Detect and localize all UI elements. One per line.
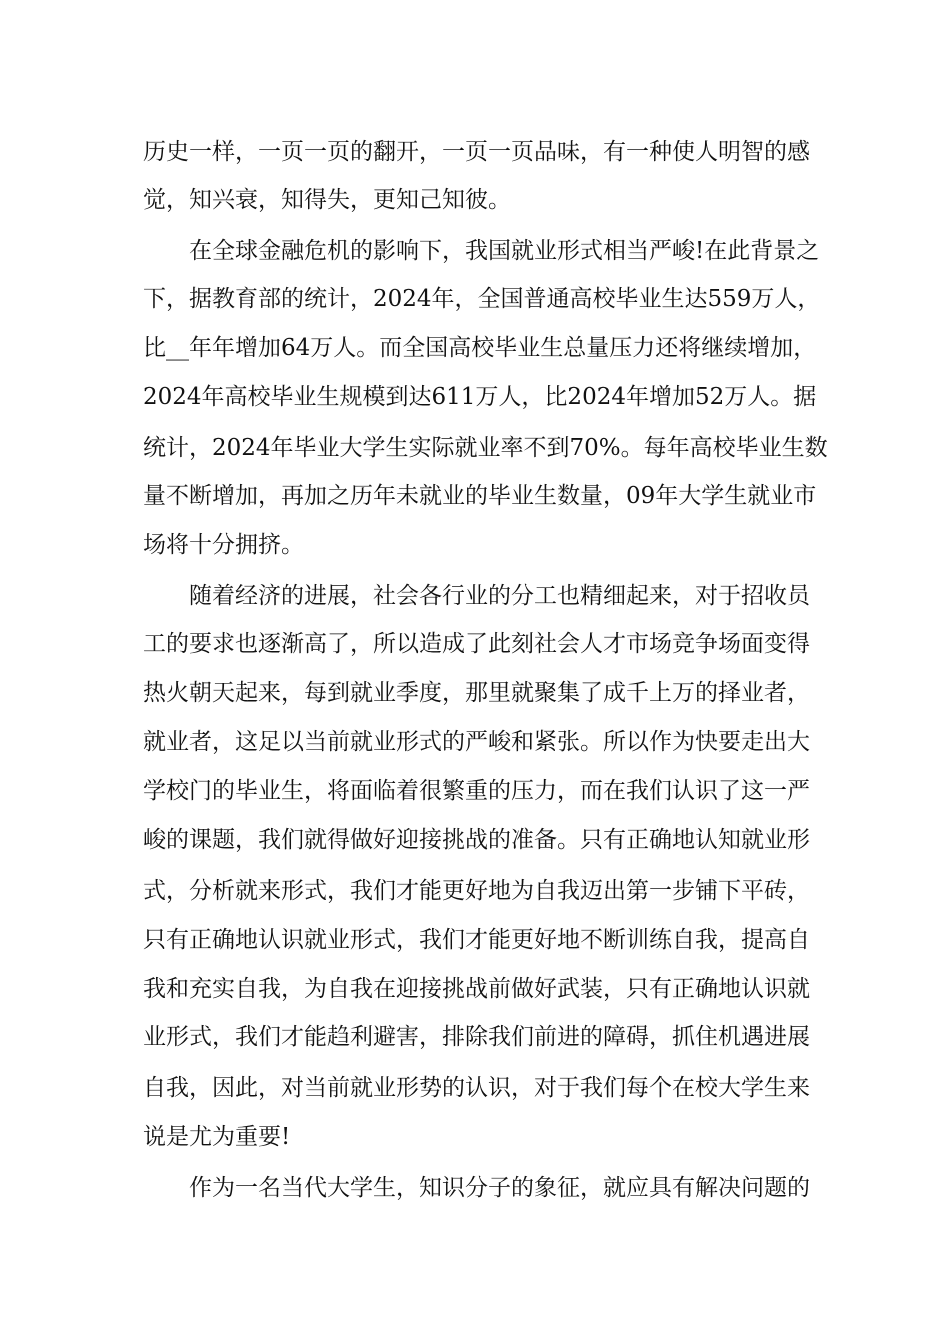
text-line: 量不断增加，再加之历年未就业的毕业生数量，09年大学生就业市 xyxy=(143,483,817,509)
text-line: 下，据教育部的统计，2024年，全国普通高校毕业生达559万人， xyxy=(143,286,821,312)
text-line: 场将十分拥挤。 xyxy=(143,532,304,558)
text-line: 就业者，这足以当前就业形式的严峻和紧张。所以作为快要走出大 xyxy=(143,729,810,755)
text-line: 统计，2024年毕业大学生实际就业率不到70%。每年高校毕业生数 xyxy=(143,435,828,461)
text-line: 在全球金融危机的影响下，我国就业形式相当严峻!在此背景之 xyxy=(189,238,820,264)
text-line: 自我，因此，对当前就业形势的认识，对于我们每个在校大学生来 xyxy=(143,1075,810,1101)
text-line: 热火朝天起来，每到就业季度，那里就聚集了成千上万的择业者， xyxy=(143,680,810,706)
text-line: 业形式，我们才能趋利避害，排除我们前进的障碍，抓住机遇进展 xyxy=(143,1024,810,1050)
text-line: 作为一名当代大学生，知识分子的象征，就应具有解决问题的 xyxy=(189,1175,810,1201)
text-line: 比__年年增加64万人。而全国高校毕业生总量压力还将继续增加， xyxy=(143,335,817,361)
text-line: 工的要求也逐渐高了，所以造成了此刻社会人才市场竞争场面变得 xyxy=(143,631,810,657)
text-line: 觉，知兴衰，知得失，更知己知彼。 xyxy=(143,187,511,213)
text-line: 2024年高校毕业生规模到达611万人，比2024年增加52万人。据 xyxy=(143,384,817,410)
text-line: 学校门的毕业生，将面临着很繁重的压力，而在我们认识了这一严 xyxy=(143,778,810,804)
text-line: 说是尤为重要! xyxy=(143,1124,291,1150)
text-line: 我和充实自我，为自我在迎接挑战前做好武装，只有正确地认识就 xyxy=(143,976,810,1002)
text-line: 式，分析就来形式，我们才能更好地为自我迈出第一步铺下平砖， xyxy=(143,878,810,904)
text-line: 随着经济的进展，社会各行业的分工也精细起来，对于招收员 xyxy=(189,583,810,609)
text-line: 历史一样，一页一页的翻开，一页一页品味，有一种使人明智的感 xyxy=(143,139,810,165)
text-line: 峻的课题，我们就得做好迎接挑战的准备。只有正确地认知就业形 xyxy=(143,827,810,853)
text-line: 只有正确地认识就业形式，我们才能更好地不断训练自我，提高自 xyxy=(143,927,810,953)
